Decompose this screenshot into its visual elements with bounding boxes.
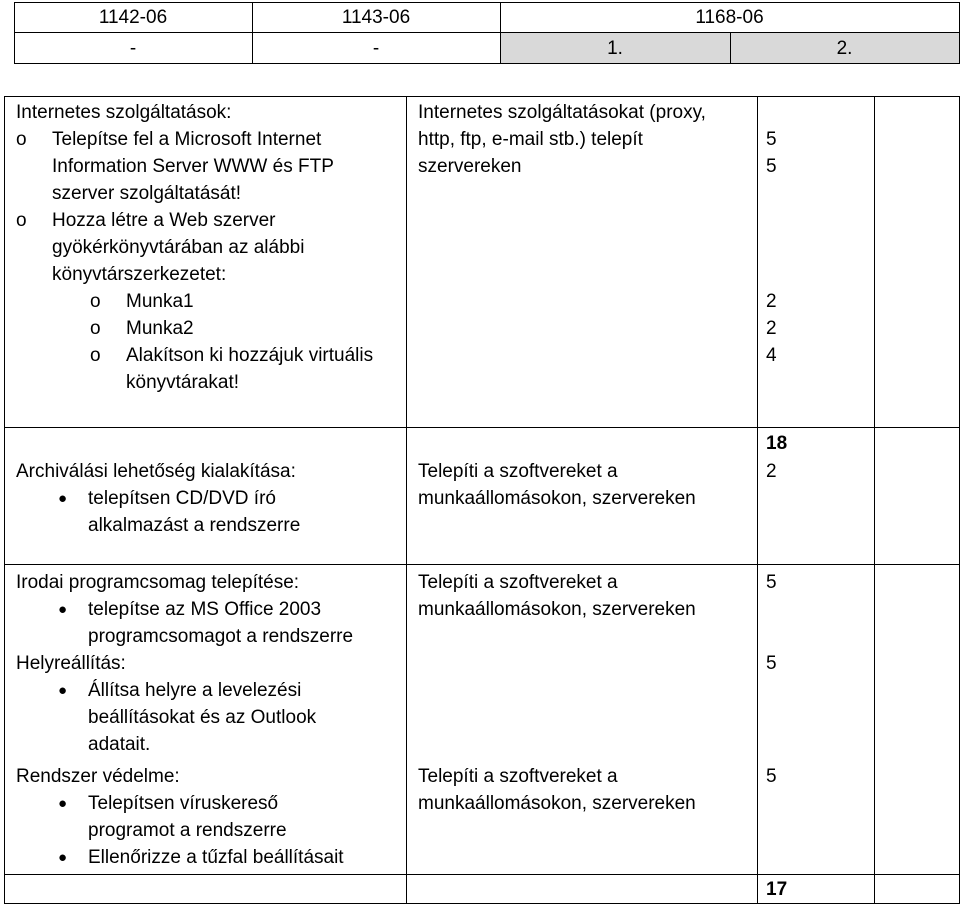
block1-point-4: 2 (766, 318, 777, 339)
block1-sub3-marker: o (90, 345, 101, 366)
block3-total: 17 (766, 879, 788, 900)
block2-title: Archiválási lehetőség kialakítása: (16, 461, 296, 482)
restore-bullet-line3: adatait. (88, 734, 151, 755)
office-mid-line2: munkaállomásokon, szervereken (418, 599, 696, 620)
block1-item2-marker: o (16, 210, 27, 231)
block1-item2-line2: gyökérkönyvtárában az alábbi (52, 237, 305, 258)
block1-title: Internetes szolgáltatások: (16, 102, 232, 123)
security-mid-line2: munkaállomásokon, szervereken (418, 793, 696, 814)
header-code-1: 1142-06 (98, 7, 168, 28)
block1-item1-marker: o (16, 129, 27, 150)
header-cell-4: 2. (836, 38, 853, 59)
office-point: 5 (766, 572, 777, 593)
office-bullet-line1: telepítse az MS Office 2003 (88, 599, 322, 620)
bullet-icon: ● (58, 490, 68, 507)
security-mid-line1: Telepíti a szoftvereket a (418, 766, 618, 787)
block1-item1-line1: Telepítse fel a Microsoft Internet (52, 129, 322, 150)
block1-mid-line1: Internetes szolgáltatásokat (proxy, (418, 102, 706, 123)
block2-bullet-line1: telepítsen CD/DVD író (88, 488, 276, 509)
security-bullet1-line1: Telepítsen víruskereső (88, 793, 279, 814)
block2-bullet-line2: alkalmazást a rendszerre (88, 515, 301, 536)
block1-item1-line3: szerver szolgáltatását! (52, 183, 242, 204)
restore-bullet-line1: Állítsa helyre a levelezési (88, 680, 302, 701)
header-code-2: 1143-06 (341, 7, 411, 28)
security-title: Rendszer védelme: (16, 766, 180, 787)
block1-sub3-line2: könyvtárakat! (126, 372, 239, 393)
block1-sub3-line1: Alakítson ki hozzájuk virtuális (126, 345, 374, 366)
restore-point: 5 (766, 653, 777, 674)
block2-mid-line2: munkaállomásokon, szervereken (418, 488, 696, 509)
bullet-icon: ● (58, 795, 68, 812)
security-bullet1-line2: programot a rendszerre (88, 820, 287, 841)
block1-sub1-marker: o (90, 291, 101, 312)
office-mid-line1: Telepíti a szoftvereket a (418, 572, 618, 593)
block1-sub2-marker: o (90, 318, 101, 339)
block1-mid-line3: szervereken (418, 156, 522, 177)
restore-title: Helyreállítás: (16, 653, 126, 674)
block1-sub2-line1: Munka2 (126, 318, 194, 339)
header-cell-1: - (129, 38, 137, 59)
block1-point-2: 5 (766, 156, 777, 177)
restore-bullet-line2: beállításokat és az Outlook (88, 707, 317, 728)
office-title: Irodai programcsomag telepítése: (16, 572, 300, 593)
header-cell-3: 1. (607, 38, 623, 59)
block1-point-3: 2 (766, 291, 777, 312)
bullet-icon: ● (58, 601, 68, 618)
bullet-icon: ● (58, 849, 68, 866)
block1-item1-line2: Information Server WWW és FTP (52, 156, 334, 177)
office-bullet-line2: programcsomagot a rendszerre (88, 626, 354, 647)
security-bullet2-line1: Ellenőrizze a tűzfal beállításait (88, 847, 344, 868)
block1-mid-line2: http, ftp, e-mail stb.) telepít (418, 129, 643, 150)
block1-point-5: 4 (766, 345, 777, 366)
block1-total: 18 (766, 433, 788, 454)
header-code-3: 1168-06 (695, 7, 764, 28)
block1-sub1-line1: Munka1 (126, 291, 194, 312)
header-cell-2: - (372, 38, 380, 59)
block2-point: 2 (766, 461, 777, 482)
block1-point-1: 5 (766, 129, 777, 150)
security-point: 5 (766, 766, 777, 787)
bullet-icon: ● (58, 682, 68, 699)
block2-mid-line1: Telepíti a szoftvereket a (418, 461, 618, 482)
block1-item2-line1: Hozza létre a Web szerver (52, 210, 276, 231)
block1-item2-line3: könyvtárszerkezetet: (52, 264, 227, 285)
